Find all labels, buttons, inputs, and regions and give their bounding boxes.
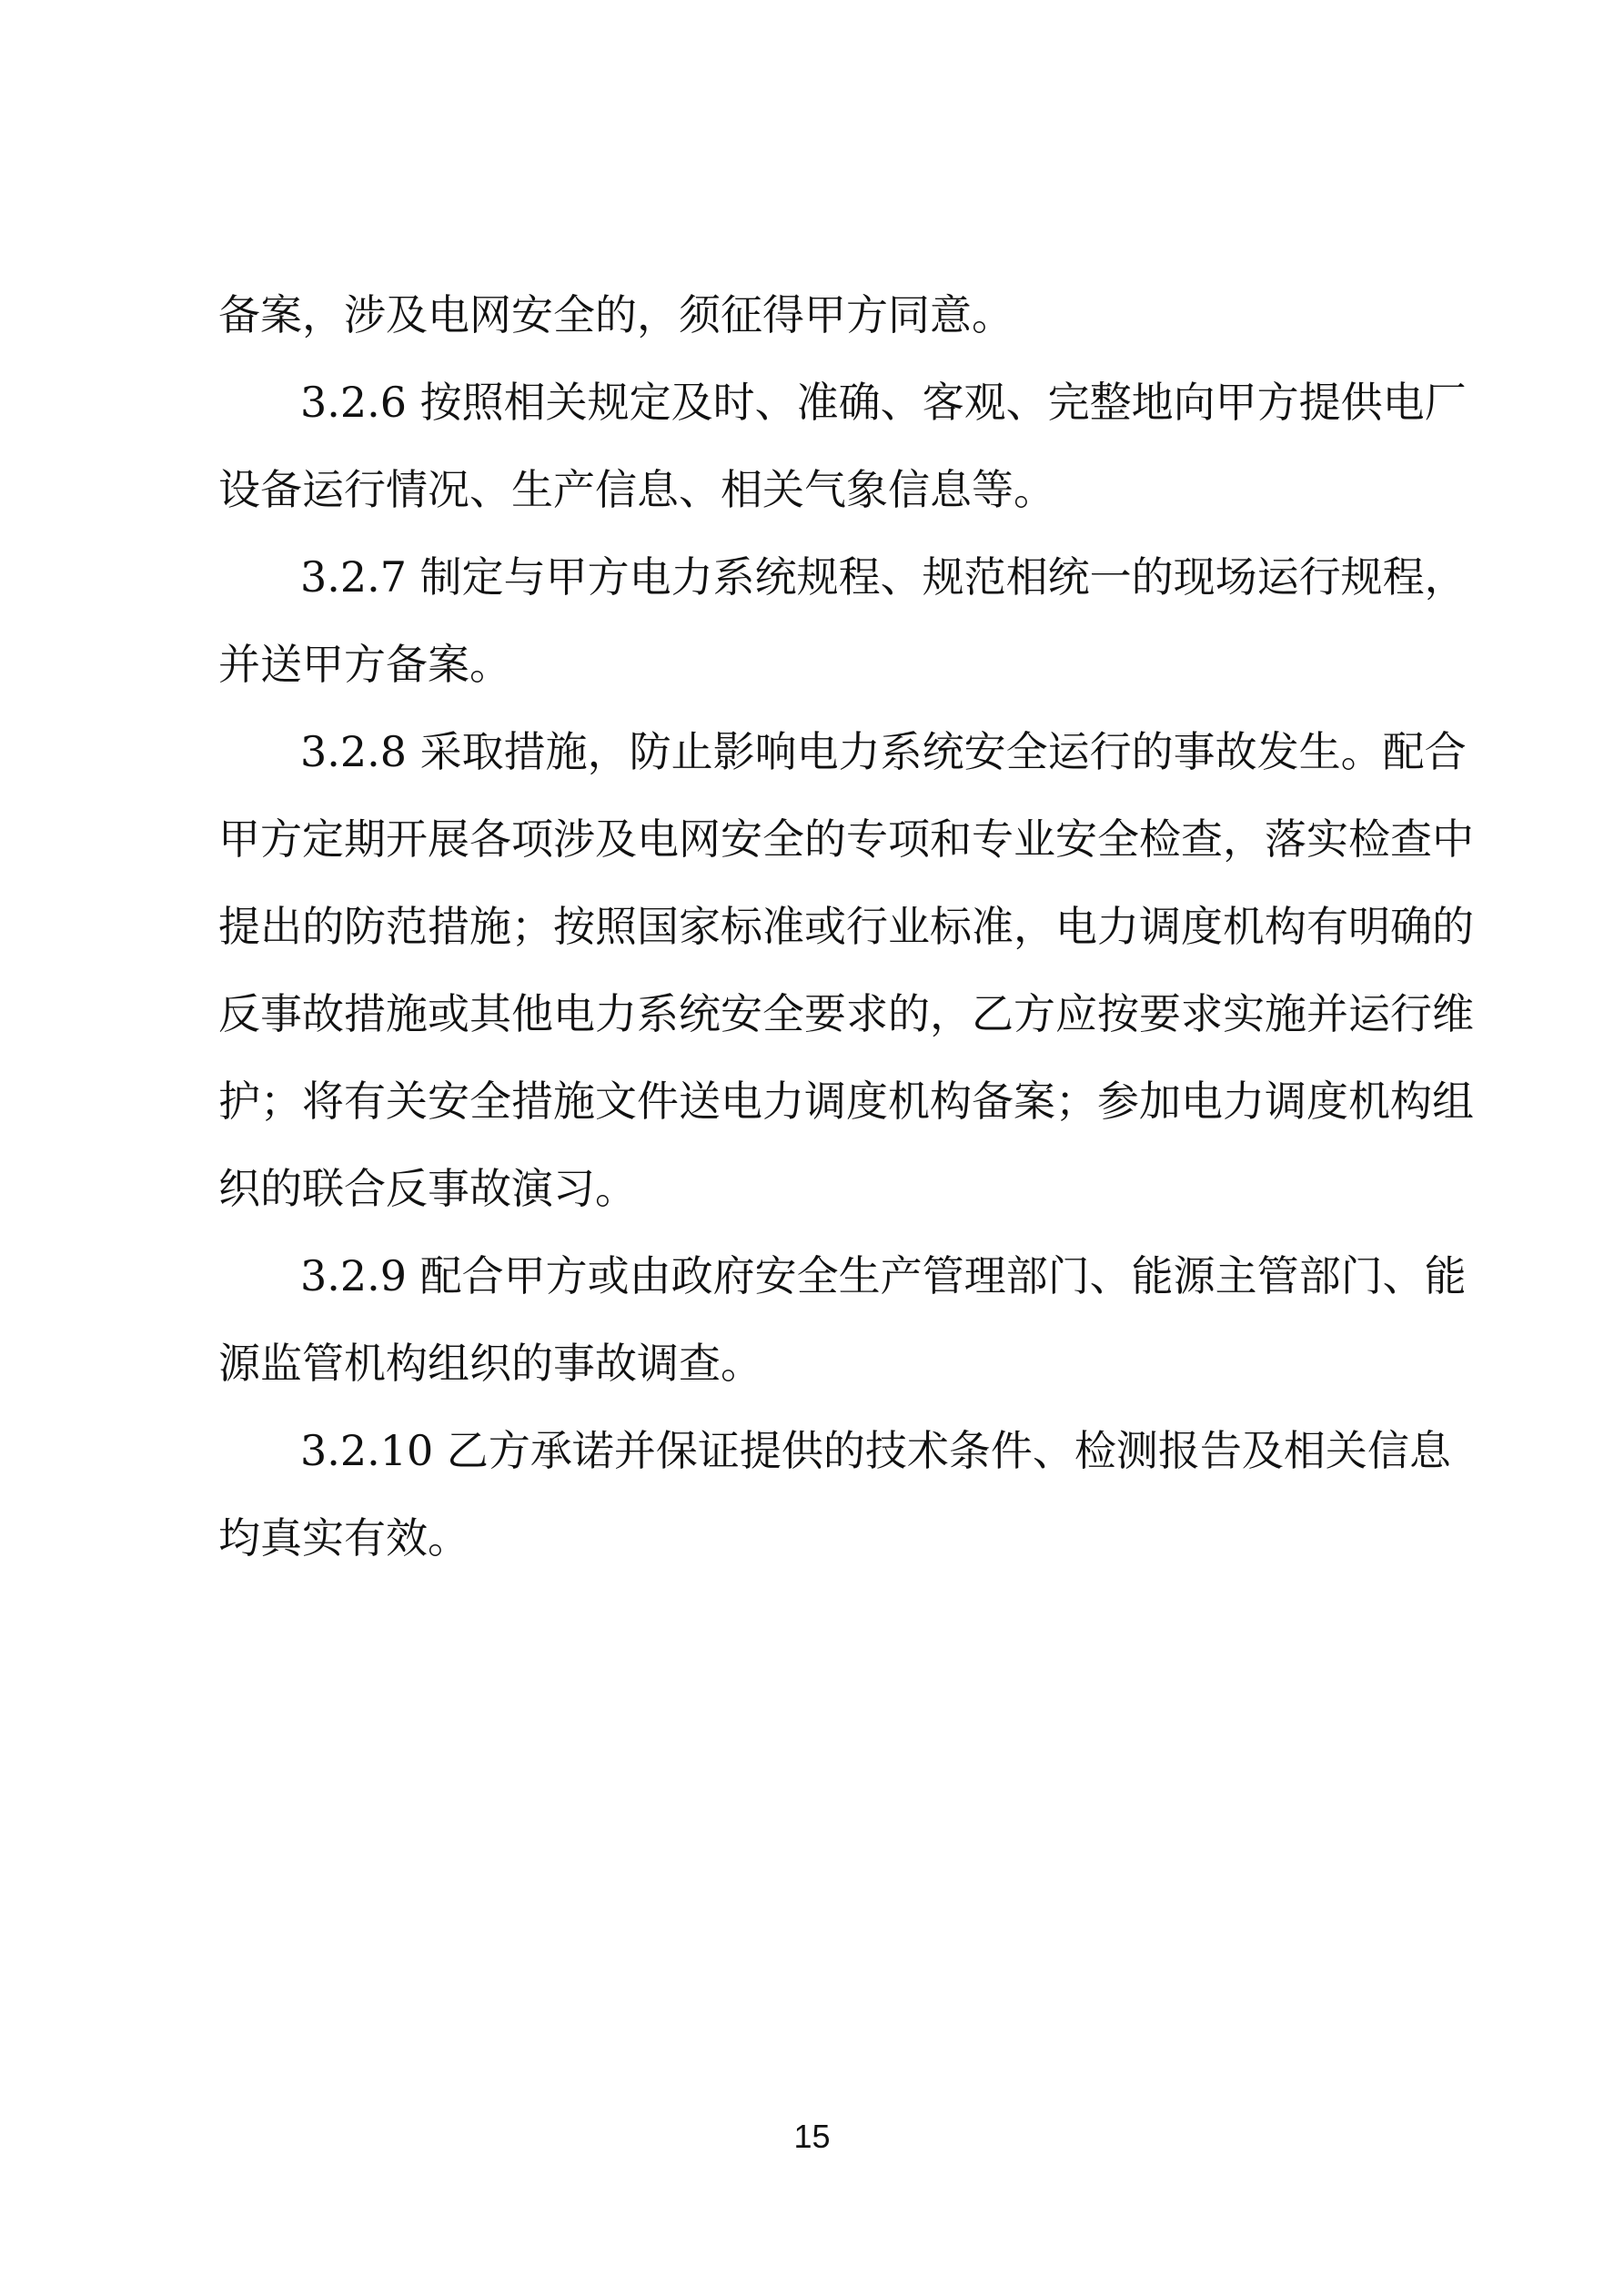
paragraph-3-2-10-line-1: 3.2.10 乙方承诺并保证提供的技术条件、检测报告及相关信息 bbox=[300, 1426, 1451, 1475]
paragraph-3-2-9-line-1: 3.2.9 配合甲方或由政府安全生产管理部门、能源主管部门、能 bbox=[300, 1251, 1467, 1300]
paragraph-3-2-7-line-1: 3.2.7 制定与甲方电力系统规程、规范相统一的现场运行规程， bbox=[300, 552, 1467, 602]
paragraph-3-2-8-line-6: 织的联合反事故演习。 bbox=[218, 1164, 637, 1213]
paragraph-3-2-8-line-4: 反事故措施或其他电力系统安全要求的，乙方应按要求实施并运行维 bbox=[218, 989, 1474, 1038]
paragraph-3-2-8-line-1: 3.2.8 采取措施，防止影响电力系统安全运行的事故发生。配合 bbox=[300, 727, 1467, 776]
paragraph-line-1: 备案，涉及电网安全的，须征得甲方同意。 bbox=[218, 290, 1014, 339]
paragraph-3-2-8-line-3: 提出的防范措施；按照国家标准或行业标准，电力调度机构有明确的 bbox=[218, 902, 1474, 951]
paragraph-3-2-6-line-1: 3.2.6 按照相关规定及时、准确、客观、完整地向甲方提供电厂 bbox=[300, 378, 1467, 427]
paragraph-3-2-6-line-2: 设备运行情况、生产信息、相关气象信息等。 bbox=[218, 465, 1055, 514]
paragraph-3-2-7-line-2: 并送甲方备案。 bbox=[218, 640, 511, 689]
paragraph-3-2-8-line-5: 护；将有关安全措施文件送电力调度机构备案；参加电力调度机构组 bbox=[218, 1077, 1474, 1126]
paragraph-3-2-10-line-2: 均真实有效。 bbox=[218, 1513, 469, 1563]
paragraph-3-2-9-line-2: 源监管机构组织的事故调查。 bbox=[218, 1339, 762, 1388]
paragraph-3-2-8-line-2: 甲方定期开展各项涉及电网安全的专项和专业安全检查，落实检查中 bbox=[218, 814, 1474, 864]
page-number: 15 bbox=[793, 2118, 831, 2155]
